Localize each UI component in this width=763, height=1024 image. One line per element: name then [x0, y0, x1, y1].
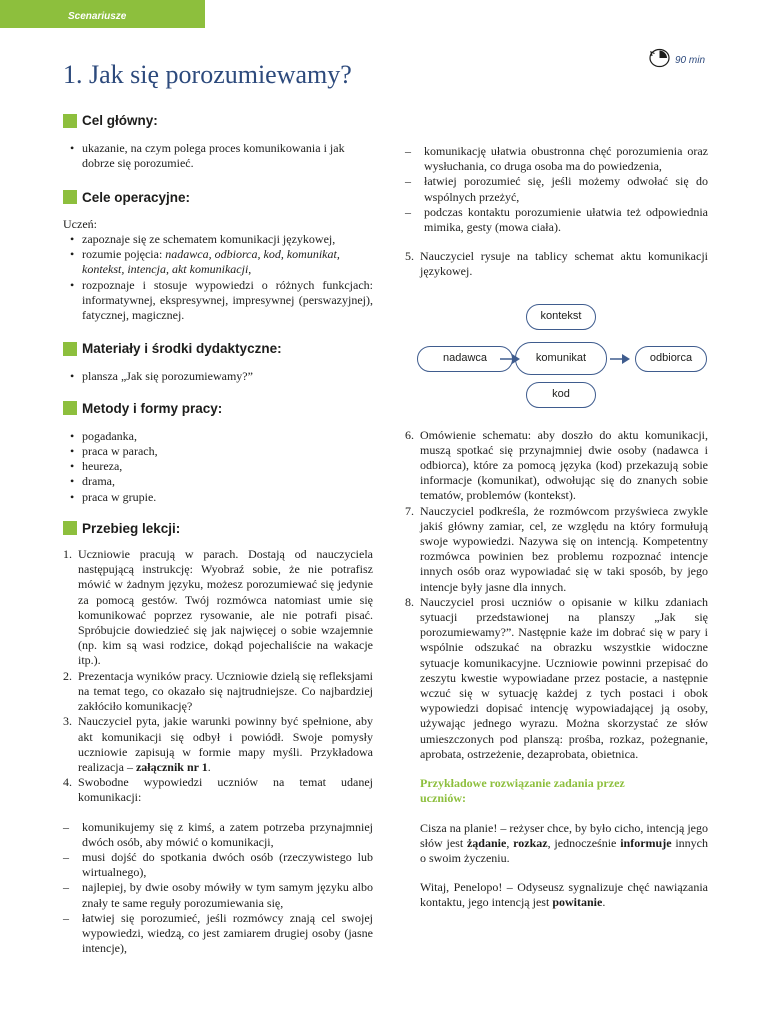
communication-diagram — [405, 304, 708, 419]
green-square-icon — [63, 114, 77, 128]
cele-intro: Uczeń: — [63, 216, 97, 231]
list-item: – podczas kontaktu porozumienie ułatwia też odpowiednia mimika, gesty (mowa ciała). — [405, 205, 708, 235]
cele-operacyjne-list — [63, 232, 373, 323]
list-item: – najlepiej, by dwie osoby mówiły w tym samym języku albo znały te same reguły porozumiewania się, — [63, 880, 373, 910]
example-paragraph-1: Cisza na planie! – reżyser chce, by było cicho, intencją jego słów jest żądanie, rozkaz, jednocześnie informuje innych o swoim życzeniu. — [420, 820, 709, 865]
duration-label: 90 min — [675, 55, 706, 66]
step-7: 7. Nauczyciel podkreśla, że rozmówcom przyświeca zwykle jakiś główny zamiar, cel, ze względu na który formułują swoje wypowiedzi. Nazywa się on intencją. Kompetentny rozmówca powinien bez problemu rozpoznać intencje innych osób oraz wypowiadać się w taki sposób, by jego intencje były jasne dla innych. — [405, 503, 708, 594]
list-item: • pogadanka, — [63, 429, 373, 444]
section-heading-cel-glowny: Cel główny: — [63, 113, 373, 128]
step-4: 4. Swobodne wypowiedzi uczniów na temat udanej komunikacji: — [63, 775, 373, 805]
node-odbiorca: odbiorca — [635, 346, 707, 372]
green-square-icon — [63, 190, 77, 204]
left-column — [63, 113, 373, 956]
section-heading-materialy: Materiały i środki dydaktyczne: — [63, 341, 373, 356]
node-komunikat: komunikat — [515, 342, 607, 375]
list-item: – komunikację ułatwia obustronna chęć porozumienia oraz wysłuchania, co druga osoba ma do powiedzenia, — [405, 144, 708, 174]
node-kod: kod — [526, 382, 596, 408]
section-heading-przebieg: Przebieg lekcji: — [63, 521, 373, 536]
arrow-right-icon — [610, 352, 632, 366]
przebieg-list-cont-a — [405, 249, 708, 279]
metody-list — [63, 429, 373, 505]
list-item: – łatwiej porozumieć się, jeśli możemy odwołać się do wspólnych przeżyć, — [405, 174, 708, 204]
green-square-icon — [63, 521, 77, 535]
list-item: – musi dojść do spotkania dwóch osób (rzeczywistego lub wirtualnego), — [63, 850, 373, 880]
step-6: 6. Omówienie schematu: aby doszło do aktu komunikacji, muszą spotkać się przynajmniej dwie osoby (nadawca i odbiorca), które za pomocą języka (kod) przekazują sobie informacje (komunikat), odwołując się do znanych sobie tematów, problemów (kontekst). — [405, 427, 708, 503]
list-item: • praca w parach, — [63, 444, 373, 459]
komunikacja-dash-list-left — [63, 820, 373, 957]
list-item: • plansza „Jak się porozumiewamy?” — [63, 369, 373, 384]
list-item: • rozumie pojęcia: nadawca, odbiorca, kod, komunikat, kontekst, intencja, akt komunikacji, — [63, 247, 373, 277]
przebieg-list-cont-b — [405, 428, 708, 762]
list-item: • heureza, — [63, 459, 373, 474]
step-3: 3. Nauczyciel pyta, jakie warunki powinny być spełnione, aby akt komunikacji się odbył i powiódł. Swoje pomysły uczniowie zapisują w formie mapy myśli. Przykładowa realizacja – załącznik nr 1. — [63, 714, 373, 774]
list-item: – komunikujemy się z kimś, a zatem potrzeba przynajmniej dwóch osób, aby mówić o komunikacji, — [63, 820, 373, 850]
przebieg-list — [63, 547, 373, 805]
cel-glowny-list — [63, 141, 373, 171]
green-square-icon — [63, 342, 77, 356]
section-label: Scenariusze — [68, 11, 127, 22]
step-5: 5. Nauczyciel rysuje na tablicy schemat aktu komunikacji językowej. — [405, 249, 708, 279]
green-square-icon — [63, 401, 77, 415]
section-heading-metody: Metody i formy pracy: — [63, 401, 373, 416]
example-heading: Przykładowe rozwiązanie zadania przez uczniów: — [420, 776, 625, 806]
clock-icon — [648, 47, 671, 68]
example-paragraph-2: Witaj, Penelopo! – Odyseusz sygnalizuje chęć nawiązania kontaktu, jego intencją jest powitanie. — [420, 880, 708, 910]
step-8: 8. Nauczyciel prosi uczniów o opisanie w kilku zdaniach sytuacji przedstawionej na planszy „Jak się porozumiewamy?”. Następnie każe im dobrać się w pary i wspólnie odszukać na obrazku wszystkie widoczne sytuacje komunikacyjne. Uczniowie powinni przepisać do zeszytu kwestie wypowiadane przez postacie, a następnie wczuć się w sytuację każdej z tych postaci i obok wypowiedzi dopisać intencję wypowiadającej ją osoby, używając jednego wyrazu. Można skorzystać ze słów umieszczonych pod planszą: prośba, rozkaz, pożegnanie, aprobata, ostrzeżenie, dezaprobata, obietnica. — [405, 594, 708, 761]
page-title: 1. Jak się porozumiewamy? — [63, 60, 352, 89]
list-item: • drama, — [63, 474, 373, 489]
step-2: 2. Prezentacja wyników pracy. Uczniowie dzielą się refleksjami na temat tego, co okazało się najtrudniejsze. Co najbardziej zakłóciło komunikację? — [63, 668, 373, 714]
node-kontekst: kontekst — [526, 304, 596, 330]
arrow-right-icon — [500, 352, 522, 366]
list-item: • rozpoznaje i stosuje wypowiedzi o różnych funkcjach: informatywnej, ekspresywnej, impresywnej (perswazyjnej), fatycznej, magicznej. — [63, 278, 373, 324]
section-tab — [0, 0, 205, 28]
list-item: • praca w grupie. — [63, 490, 373, 505]
list-item: • ukazanie, na czym polega proces komunikowania i jak dobrze się porozumieć. — [63, 141, 373, 171]
materialy-list — [63, 369, 373, 384]
right-column — [405, 144, 708, 911]
section-heading-cele-operacyjne: Cele operacyjne: — [63, 190, 373, 205]
list-item: – łatwiej się porozumieć, jeśli rozmówcy znają cel swojej wypowiedzi, wiedzą, co jest zamiarem drugiej osoby (jasne intencje), — [63, 911, 373, 957]
node-nadawca: nadawca — [417, 346, 513, 372]
step-1: 1. Uczniowie pracują w parach. Dostają od nauczyciela następującą instrukcję: Wyobraź sobie, że nie potrafisz mówić w żadnym języku, możesz porozumiewać się jedynie za pomocą gestów. Twój rozmówca natomiast umie się komunikować poprzez rysowanie, ale nie potrafi pisać. Spróbujcie dowiedzieć się jak najwięcej o sobie wzajemnie (np. kim są wasi rodzice, dokąd pojechaliście na wakacje itp.). — [63, 547, 373, 668]
komunikacja-dash-list-right — [405, 144, 708, 235]
list-item: • zapoznaje się ze schematem komunikacji językowej, — [63, 232, 373, 247]
